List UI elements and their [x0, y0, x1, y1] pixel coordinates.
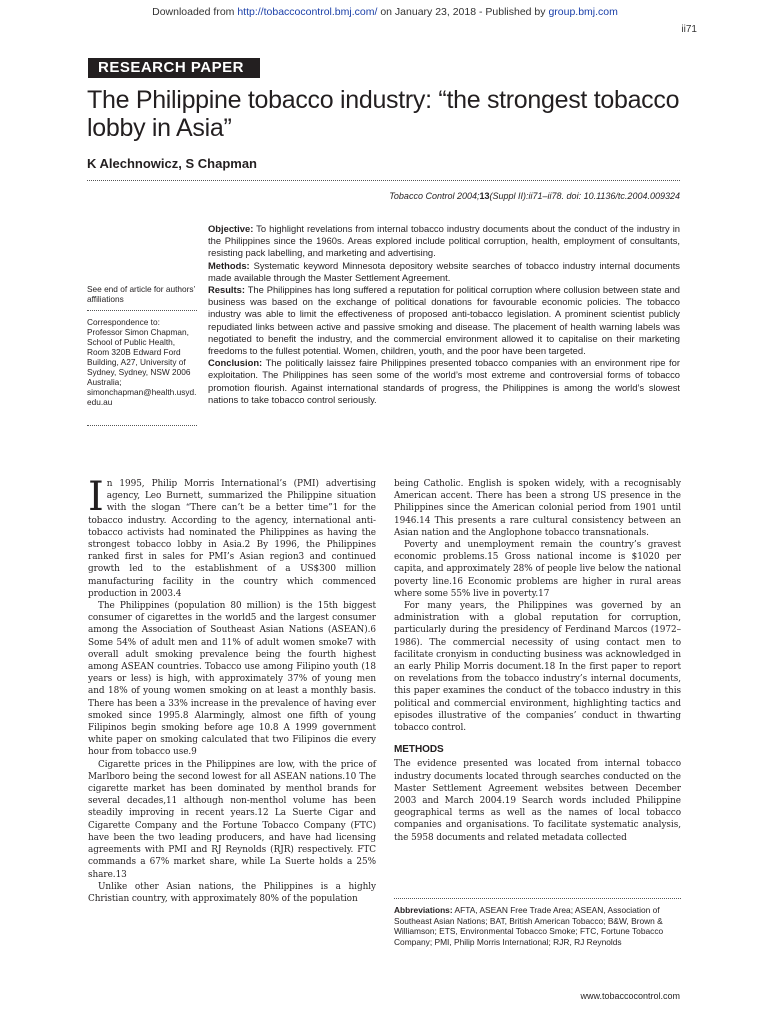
abbreviations-text: AFTA, ASEAN Free Trade Area; ASEAN, Association of Southeast Asian Nations; BAT, British American Tobacco; B&W, Brown & Williamson; ETS, Environmental Tobacco Smoke; FTC, Fortune Tobacco Company; PMI, Philip Morris International; RJR, RJ Reynolds: [394, 905, 664, 947]
objective-text: To highlight revelations from internal tobacco industry documents about the conduct of the industry in the Philippines since the 1960s. Areas explored include political corruption, health, employment of consultants, resisting pack labelling, and marketing and advertising.: [208, 223, 680, 259]
body-column-right: [394, 478, 681, 844]
citation-year: 2004;: [454, 191, 480, 201]
conclusion-label: Conclusion:: [208, 357, 263, 369]
abbreviations-label: Abbreviations:: [394, 905, 453, 915]
section-label: RESEARCH PAPER: [98, 59, 244, 76]
conclusion-text: The politically laissez faire Philippines presented tobacco companies with an environment ripe for exploitation. The Philippines has seen some of the world’s most extreme and controversial forms of tobacco promotion flourish. Against international standards of progress, the Philippines is among the world’s slowest nations to take tobacco control seriously.: [208, 357, 680, 405]
banner-middle: on January 23, 2018 - Published by: [377, 6, 549, 18]
journal-name: Tobacco Control: [389, 191, 455, 201]
article-title: The Philippine tobacco industry: “the strongest tobacco lobby in Asia”: [87, 86, 680, 142]
body-paragraph: Poverty and unemployment remain the country’s gravest economic problems.15 Gross national income is $1020 per capita, and approximately 28% of people live below the national poverty line.16 Economic problems are higher in rural areas where some 55% live in poverty.17: [394, 540, 681, 599]
citation-line: [389, 191, 680, 201]
paragraph-text: n 1995, Philip Morris International’s (PMI) advertising agency, Leo Burnett, summarized the Philippine situation with the slogan “There can’t be a better time”1 for the tobacco industry. According to the agency, international anti-tobacco activists had nominated the Philippines as having the strongest tobacco lobby in Asia.2 By 1996, the Philippines ranked first in sales for PMI’s Asian region3 and continued growth led to the establishment of a US$300 million manufacturing facility in the country which commenced production in 2003.4: [88, 479, 376, 599]
body-paragraph: [88, 474, 376, 600]
body-paragraph: being Catholic. English is spoken widely, with a recognisably American accent. There has been a strong US presence in the Philippines since the American colonial period from 1901 until 1946.14 This presents a rare cultural consistency between an Asian nation and the Anglophone tobacco transnationals.: [394, 479, 681, 538]
citation-doi: (Suppl II):ii71–ii78. doi: 10.1136/tc.2004.009324: [489, 191, 680, 201]
sidebar-divider: [87, 310, 197, 311]
section-bar: [88, 58, 260, 78]
header-divider: [87, 180, 680, 181]
abstract-conclusion: [208, 357, 680, 406]
methods-heading: METHODS: [394, 744, 444, 756]
journal-site-link[interactable]: http://tobaccocontrol.bmj.com/: [237, 6, 378, 18]
publisher-link[interactable]: group.bmj.com: [548, 6, 618, 18]
body-paragraph: Cigarette prices in the Philippines are low, with the price of Marlboro being the second lowest for all ASEAN nations.10 The cigarette market has been dominated by menthol brands for several decades,11 although non-menthol volume has been steadily improving in recent years.12 La Suerte Cigar and Cigarette Company and the Fortune Tobacco Company (FTC) have been the two leading producers, and have had licensing agreements with PMI and RJ Reynolds (RJR) respectively. FTC commands a 67% market share, while La Suerte holds a 25% share.13: [88, 759, 376, 880]
article-sidebar: [87, 284, 197, 432]
body-paragraph: For many years, the Philippines was governed by an administration with a global reputation for corruption, particularly during the presidency of Ferdinand Marcos (1972–1986). The commercial necessity of using contact men to facilitate cronyism in conducting business was acknowledged in an early Philip Morris document.18 In the first paper to report on revelations from the tobacco industry’s internal documents, this paper examines the conduct of the tobacco industry in this political and commercial environment, highlighting tactics and episodes illustrative of the companies’ conduct in thwarting tobacco control.: [394, 601, 681, 734]
abbreviations-box: [394, 905, 681, 947]
abstract: [208, 223, 680, 406]
body-paragraph: Unlike other Asian nations, the Philippines is a highly Christian country, with approximately 80% of the population: [88, 881, 376, 904]
abbreviations-divider: [394, 898, 681, 899]
download-banner: [0, 6, 770, 18]
citation-volume: 13: [479, 191, 490, 201]
banner-prefix: Downloaded from: [152, 6, 238, 18]
author-list: K Alechnowicz, S Chapman: [87, 156, 257, 171]
objective-label: Objective:: [208, 223, 254, 234]
body-paragraph: The evidence presented was located from internal tobacco industry documents located through searches conducted on the Master Settlement Agreement websites between December 2003 and March 2004.19 Search words included Philippine geographical terms as well as the names of local tobacco companies and organisations. To facilitate systematic analysis, the 5958 documents and related metadata collected: [394, 759, 681, 843]
abstract-objective: [208, 223, 680, 260]
abstract-results: [208, 284, 680, 357]
body-column-left: [88, 474, 376, 905]
body-paragraph: The Philippines (population 80 million) is the 15th biggest consumer of cigarettes in the world5 and the largest consumer among the Association of Southeast Asian Nations (ASEAN).6 Some 54% of adult men and 11% of adult women smoke7 with overall adult smoking prevalence being the fourth highest among ASEAN countries. Tobacco use among Filipino youth (18 years or less) is high, with approximately 37% of young men and 18% of young women smoking on at least a monthly basis. There has been a 33% increase in the prevalence of having ever smoked since 1995.8 Alarmingly, almost one fifth of young Filipinos begin smoking before age 10.8 A 1999 government white paper on smoking calculated that two Filipinos die every hour from tobacco use.9: [88, 601, 376, 758]
footer-url[interactable]: www.tobaccocontrol.com: [580, 991, 680, 1001]
affiliations-note: See end of article for authors’ affiliations: [87, 284, 196, 304]
page-number: ii71: [681, 24, 697, 35]
results-label: Results:: [208, 284, 245, 296]
methods-label: Methods:: [208, 259, 250, 271]
results-text: The Philippines has long suffered a reputation for political corruption where collusion between state and business was based on the exchange of political donations for favourable economic policies. The tobacco industry was able to limit the effectiveness of proposed anti-tobacco legislation. A prominent scientist publicly repudiated links between active and passive smoking and disease. The placement of health warning labels was negotiated to benefit the industry, and the commercial environment allowed it to capitalise on their marketing freedoms to the fullest potential. Women, children, youth, and the poor have been targeted.: [208, 284, 680, 357]
methods-text: Systematic keyword Minnesota depository website searches of tobacco industry internal documents made available through the Master Settlement Agreement.: [208, 259, 680, 283]
sidebar-divider: [87, 425, 197, 426]
correspondence-info: Correspondence to: Professor Simon Chapman, School of Public Health, Room 320B Edward Ford Building, A27, University of Sydney, Sydney, NSW 2006 Australia; simonchapman@health.usyd.edu.au: [87, 317, 197, 407]
abstract-methods: [208, 260, 680, 284]
drop-cap: I: [88, 474, 104, 520]
